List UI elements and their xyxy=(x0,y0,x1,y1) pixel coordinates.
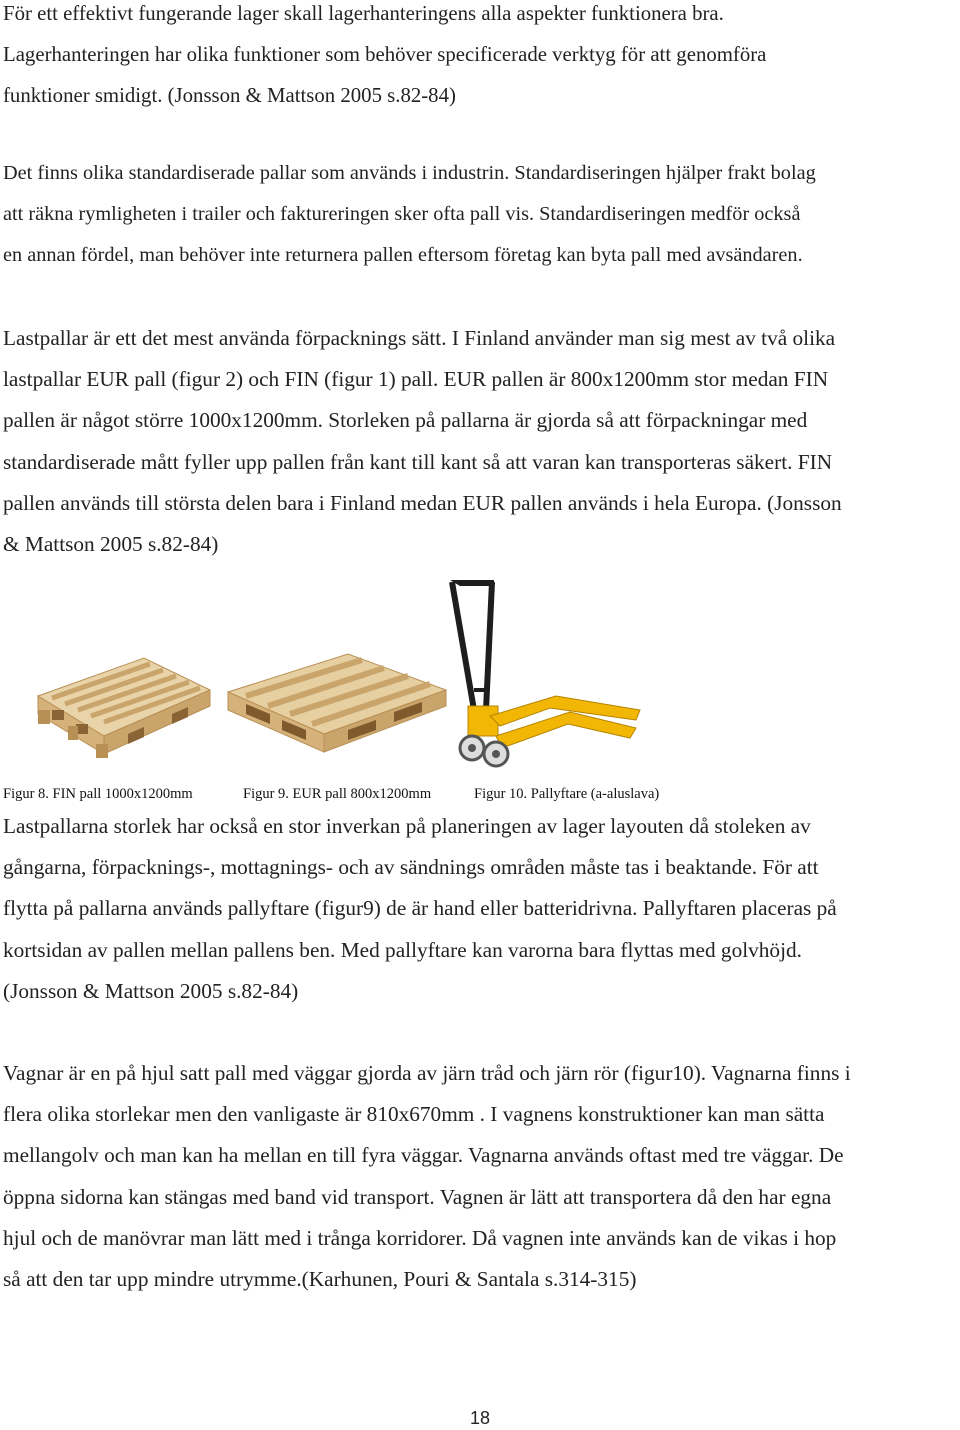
paragraph-4 xyxy=(3,806,957,1012)
text-line: Vagnar är en på hjul satt pall med väggar gjorda av järn tråd och järn rör (figur10). Vagnarna finns i xyxy=(3,1061,851,1085)
pallet-jack-icon xyxy=(440,570,644,774)
figure-8-caption: Figur 8. FIN pall 1000x1200mm xyxy=(3,786,193,802)
text-line: & Mattson 2005 s.82-84) xyxy=(3,532,219,557)
fin-pallet-icon xyxy=(32,644,216,764)
text-line: mellangolv och man kan ha mellan en till fyra väggar. Vagnarna används oftast med tre väggar. De xyxy=(3,1143,844,1168)
text-line: att räkna rymligheten i trailer och faktureringen sker ofta pall vis. Standardiseringen medför också xyxy=(3,203,801,226)
eur-pallet-drawing xyxy=(228,654,446,752)
text-line: pallen används till största delen bara i Finland medan EUR pallen används i hela Europa. (Jonsson xyxy=(3,490,842,515)
text-line: öppna sidorna kan stängas med band vid transport. Vagnen är lätt att transportera då den har egna xyxy=(3,1184,832,1209)
pallet-jack-drawing xyxy=(450,580,640,766)
page-number: 18 xyxy=(469,1408,491,1428)
text-line: Lastpallarna storlek har också en stor inverkan på planeringen av lager layouten då stoleken av xyxy=(3,814,811,838)
text-line: flera olika storlekar men den vanligaste är 810x670mm . I vagnens konstruktioner kan man sätta xyxy=(3,1102,825,1127)
text-line: standardiserade mått fyller upp pallen från kant till kant så att varan kan transporteras säkert. FIN xyxy=(3,449,833,474)
text-line: pallen är något större 1000x1200mm. Storleken på pallarna är gjorda så att förpackningar med xyxy=(3,408,808,433)
text-line: gångarna, förpacknings-, mottagnings- och av sändnings områden måste tas i beaktande. För att xyxy=(3,855,819,880)
text-line: hjul och de manövrar man lätt med i trånga korridorer. Då vagnen inte används kan de vikas i hop xyxy=(3,1225,837,1250)
text-line: lastpallar EUR pall (figur 2) och FIN (figur 1) pall. EUR pallen är 800x1200mm stor medan FIN xyxy=(3,367,829,392)
paragraph-1 xyxy=(3,0,957,117)
text-line: flytta på pallarna används pallyftare (figur9) de är hand eller batteridrivna. Pallyftaren placeras på xyxy=(3,896,837,921)
fin-pallet-drawing xyxy=(38,658,210,758)
text-line: Lastpallar är ett det mest använda förpacknings sätt. I Finland använder man sig mest av två olika xyxy=(3,326,836,350)
text-line: Lagerhanteringen har olika funktioner som behöver specificerade verktyg för att genomföra xyxy=(3,43,767,67)
paragraph-3 xyxy=(3,318,957,565)
text-line: så att den tar upp mindre utrymme.(Karhunen, Pouri & Santala s.314-315) xyxy=(3,1267,637,1292)
paragraph-2 xyxy=(3,153,957,277)
figure-10-caption: Figur 10. Pallyftare (a-aluslava) xyxy=(474,786,660,802)
text-line: kortsidan av pallen mellan pallens ben. Med pallyftare kan varorna bara flyttas med golvhöjd. xyxy=(3,937,802,962)
paragraph-5 xyxy=(3,1053,957,1300)
text-line: För ett effektivt fungerande lager skall lagerhanteringens alla aspekter funktionera bra. xyxy=(3,2,724,25)
text-line: funktioner smidigt. (Jonsson & Mattson 2005 s.82-84) xyxy=(3,84,456,108)
text-line: en annan fördel, man behöver inte returnera pallen eftersom företag kan byta pall med avsändaren. xyxy=(3,244,803,267)
text-line: Det finns olika standardiserade pallar som används i industrin. Standardiseringen hjälper frakt bolag xyxy=(3,162,816,184)
text-line: (Jonsson & Mattson 2005 s.82-84) xyxy=(3,978,299,1003)
figure-9-caption: Figur 9. EUR pall 800x1200mm xyxy=(243,786,432,802)
eur-pallet-icon xyxy=(224,640,452,758)
